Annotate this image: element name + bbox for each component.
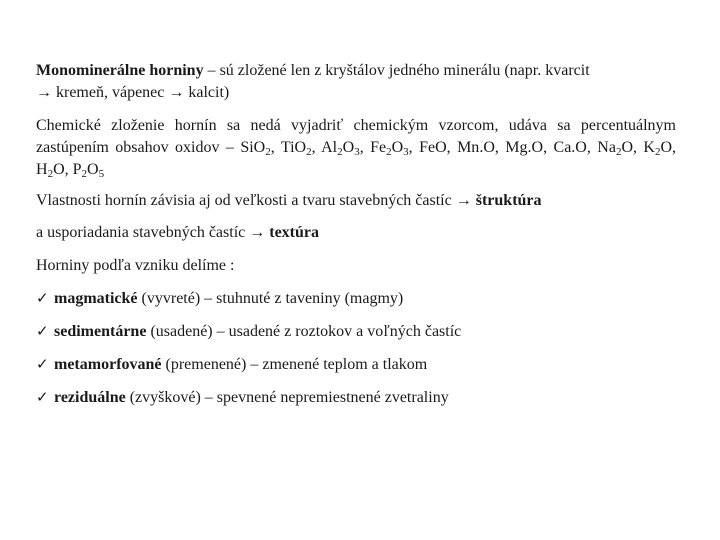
- list-item-metamorphic: [36, 353, 676, 376]
- term-sedimentary: sedimentárne: [54, 323, 147, 340]
- oxide-subscript: 2: [81, 168, 88, 180]
- monomineral-definition-line2: → kremeň, vápenec → kalcit): [36, 84, 230, 101]
- oxide-symbol: Ti: [280, 139, 295, 156]
- checkmark-icon: ✓: [36, 388, 49, 406]
- oxide-separator: ,: [494, 139, 506, 156]
- oxide-separator: ,: [446, 139, 458, 156]
- oxide-formula: [370, 139, 419, 156]
- oxide-symbol: O: [621, 139, 633, 156]
- oxide-formula: [36, 161, 73, 178]
- monomineral-definition-line1: – sú zložené len z kryštálov jedného minerálu (napr. kvarcit: [203, 62, 590, 79]
- oxide-formula: [643, 139, 676, 156]
- oxide-formula: [321, 139, 370, 156]
- oxide-formula: [457, 139, 505, 156]
- classification-intro-text: Horniny podľa vzniku delíme :: [36, 257, 235, 274]
- oxide-subscript: 2: [47, 168, 54, 180]
- oxide-subscript: 2: [615, 146, 622, 158]
- oxide-formula: [597, 139, 643, 156]
- oxide-symbol: .O: [527, 139, 544, 156]
- oxide-symbol: P: [72, 161, 82, 178]
- oxide-symbol: O: [87, 161, 99, 178]
- oxide-subscript: 2: [654, 146, 661, 158]
- oxide-symbol: Mg: [505, 139, 528, 156]
- checkmark-icon: ✓: [36, 355, 49, 373]
- term-magmatic: magmatické: [54, 290, 138, 307]
- term-texture: textúra: [269, 224, 320, 241]
- oxide-separator: ,: [408, 139, 420, 156]
- oxide-separator: ,: [359, 139, 371, 156]
- checkmark-icon: ✓: [36, 322, 49, 340]
- oxide-formula: [240, 139, 281, 156]
- oxide-subscript: 5: [98, 168, 105, 180]
- oxide-formula: [505, 139, 553, 156]
- oxide-formula: [73, 161, 104, 178]
- residual-description: (zvyškové) – spevnené nepremiestnené zvetraliny: [125, 389, 449, 406]
- oxide-separator: ,: [543, 139, 554, 156]
- oxide-symbol: .O: [571, 139, 587, 156]
- oxide-formula: [554, 139, 598, 156]
- metamorphic-description: (premenené) – zmenené teplom a tlakom: [161, 356, 428, 373]
- oxide-separator: ,: [270, 139, 281, 156]
- oxide-symbol: O: [435, 139, 447, 156]
- document-body: [36, 60, 676, 419]
- oxide-symbol: O: [253, 139, 266, 156]
- list-item-sedimentary: [36, 320, 676, 343]
- term-metamorphic: metamorfované: [54, 356, 162, 373]
- list-item-magmatic: [36, 287, 676, 310]
- paragraph-chemical-composition: [36, 115, 676, 181]
- oxide-separator: ,: [672, 139, 677, 156]
- sedimentary-description: (usadené) – usadené z roztokov a voľných častíc: [146, 323, 462, 340]
- oxide-symbol: O: [342, 139, 355, 156]
- oxide-symbol: O: [294, 139, 307, 156]
- oxide-separator: ,: [633, 139, 644, 156]
- paragraph-texture: [36, 222, 676, 244]
- oxide-symbol: H: [36, 161, 48, 178]
- oxide-symbol: Al: [321, 139, 338, 156]
- oxide-symbol: Si: [240, 139, 254, 156]
- oxide-symbol: O: [53, 161, 65, 178]
- structure-text: Vlastnosti hornín závisia aj od veľkosti a tvaru stavebných častíc →: [36, 192, 476, 209]
- chemical-composition-text: Chemické zloženie hornín sa nedá vyjadriť chemickým vzorcom, udáva sa percentuálnym zastúpením obsahov oxidov –: [36, 117, 676, 156]
- texture-text: a usporiadania stavebných častíc →: [36, 224, 270, 241]
- paragraph-monomineral-rocks: [36, 60, 676, 104]
- term-structure: štruktúra: [475, 192, 542, 209]
- oxide-separator: ,: [64, 161, 73, 178]
- paragraph-structure: [36, 190, 676, 212]
- oxide-symbol: Mn: [457, 139, 480, 156]
- oxide-subscript: 2: [386, 146, 392, 158]
- paragraph-classification-intro: [36, 255, 676, 277]
- oxide-symbol: .O: [479, 139, 495, 156]
- checkmark-icon: ✓: [36, 289, 49, 307]
- oxide-separator: ,: [586, 139, 598, 156]
- oxide-symbol: Na: [597, 139, 616, 156]
- oxide-symbol: Fe: [419, 139, 436, 156]
- oxide-subscript: 3: [354, 146, 360, 158]
- oxide-subscript: 2: [306, 146, 312, 158]
- oxide-symbol: K: [643, 139, 655, 156]
- oxide-formula: [419, 139, 457, 156]
- oxide-separator: ,: [311, 139, 322, 156]
- oxide-formula: [281, 139, 321, 156]
- oxide-subscript: 3: [403, 146, 409, 158]
- term-residual: reziduálne: [54, 389, 126, 406]
- oxide-subscript: 2: [265, 146, 271, 158]
- oxide-subscript: 2: [337, 146, 343, 158]
- term-monomineral-rocks: Monominerálne horniny: [36, 62, 204, 79]
- oxide-symbol: O: [660, 139, 673, 156]
- list-item-residual: [36, 386, 676, 409]
- oxide-symbol: Fe: [370, 139, 387, 156]
- magmatic-description: (vyvreté) – stuhnuté z taveniny (magmy): [137, 290, 404, 307]
- oxide-symbol: Ca: [553, 139, 572, 156]
- oxide-symbol: O: [391, 139, 404, 156]
